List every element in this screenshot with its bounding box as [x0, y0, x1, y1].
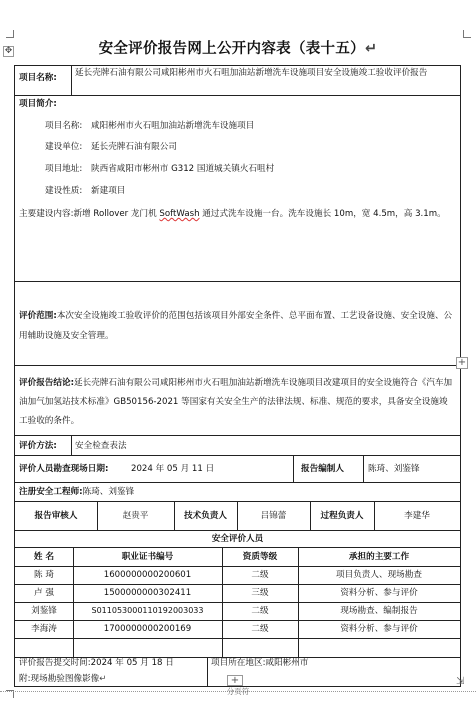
process-lead-value: 李建华: [404, 511, 430, 521]
intro-field-label: 建设性质:: [45, 186, 83, 196]
corner-mark-icon: [463, 30, 471, 38]
table-resize-icon[interactable]: ⇲: [456, 676, 465, 687]
table-row: 卢 强: [34, 588, 54, 598]
page-break-label: 分页符: [226, 687, 250, 696]
table-row: 1500000000302411: [103, 588, 192, 598]
table-row: 三级: [251, 588, 269, 598]
project-name-label: 项目名称:: [19, 73, 57, 83]
table-row: 刘鉴锋: [31, 606, 57, 616]
evaluation-conclusion: 评价报告结论:延长壳牌石油有限公司咸阳彬州市火石咀加油站新增洗车设施项目改建项目的安全设施符合《汽车加油加气加氢站技术标准》GB50156-2021 等国家有关安全生产的法律法规、标准、规范的要求，具备安全设施竣工验收的条件。: [19, 378, 453, 426]
attachment-note: 附:现场勘验图像影像↵: [19, 674, 107, 684]
tech-lead-label: 技术负责人: [184, 511, 227, 521]
project-location: 项目所在地区:咸阳彬州市: [211, 658, 309, 668]
table-row: 现场勘查、编制报告: [340, 606, 418, 616]
table-row: 陈 琦: [34, 570, 54, 580]
table-row: 资料分析、参与评价: [340, 624, 418, 634]
intro-field-value: 陕西省咸阳市彬州市 G312 国道城关镇火石咀村: [91, 164, 275, 174]
tech-lead-value: 吕锦蕾: [260, 511, 287, 521]
add-row-icon[interactable]: +: [227, 675, 243, 686]
main-construction-content: 主要建设内容:新增 Rollover 龙门机 SoftWash 通过式洗车设施一台。洗车设施长 10m，宽 4.5m，高 3.1m。: [19, 209, 446, 219]
intro-field-label: 项目地址:: [45, 164, 83, 174]
method-label: 评价方法:: [19, 441, 57, 451]
reviewer-value: 赵贵平: [122, 511, 149, 521]
evaluation-scope: 评价范围:本次安全设施竣工验收评价的范围包括该项目外部安全条件、总平面布置、工艺设备设施、安全设施、公用辅助设施及安全管理。: [19, 311, 453, 341]
registered-engineer: 注册安全工程师:陈琦、刘鉴锋: [19, 487, 135, 497]
table-row: 1700000000200169: [103, 624, 192, 634]
table-row: 二级: [251, 570, 269, 580]
intro-field-value: 延长壳牌石油有限公司: [91, 142, 177, 152]
intro-field-label: 建设单位:: [45, 142, 83, 152]
submit-date: 评价报告提交时间:2024 年 05 月 18 日: [19, 658, 174, 668]
survey-date-label: 评价人员勘查现场日期:: [19, 464, 109, 474]
add-column-icon[interactable]: +: [457, 357, 467, 368]
intro-field-value: 新建项目: [91, 186, 126, 196]
report-writer-value: 陈琦、刘鉴锋: [368, 464, 420, 474]
table-row: 李海涛: [31, 624, 57, 634]
survey-date-value: 2024 年 05 月 11 日: [131, 464, 215, 474]
table-row: 项目负责人、现场勘查: [336, 570, 422, 580]
staff-heading: 安全评价人员: [211, 534, 264, 544]
table-row: 资料分析、参与评价: [340, 588, 418, 598]
intro-field-label: 项目名称:: [45, 121, 83, 131]
brand-name: SoftWash: [159, 209, 200, 219]
table-row: S011053000110192003033: [91, 606, 204, 615]
report-writer-label: 报告编制人: [301, 464, 344, 474]
table-row: 二级: [251, 606, 269, 616]
method-value: 安全检查表法: [75, 441, 127, 451]
table-row: 1600000000200601: [103, 570, 192, 580]
staff-col-header: 资质等级: [242, 552, 278, 562]
staff-col-header: 职业证书编号: [121, 552, 174, 562]
reviewer-label: 报告审核人: [34, 511, 78, 521]
process-lead-label: 过程负责人: [320, 511, 364, 521]
corner-mark-icon: [6, 30, 14, 38]
project-name-value: 延长壳牌石油有限公司咸阳彬州市火石咀加油站新增洗车设施项目安全设施竣工验收评价报告: [75, 68, 428, 78]
staff-col-header: 承担的主要工作: [348, 552, 410, 562]
project-intro-label: 项目简介:: [19, 99, 57, 109]
table-row: 二级: [251, 624, 269, 634]
table-move-handle-icon[interactable]: ✥: [4, 46, 13, 56]
page-title: 安全评价报告网上公开内容表（表十五）↵: [98, 41, 378, 57]
intro-field-value: 咸阳彬州市火石咀加油站新增洗车设施项目: [91, 121, 255, 131]
report-table: [14, 65, 461, 687]
staff-col-header: 姓 名: [33, 552, 55, 562]
